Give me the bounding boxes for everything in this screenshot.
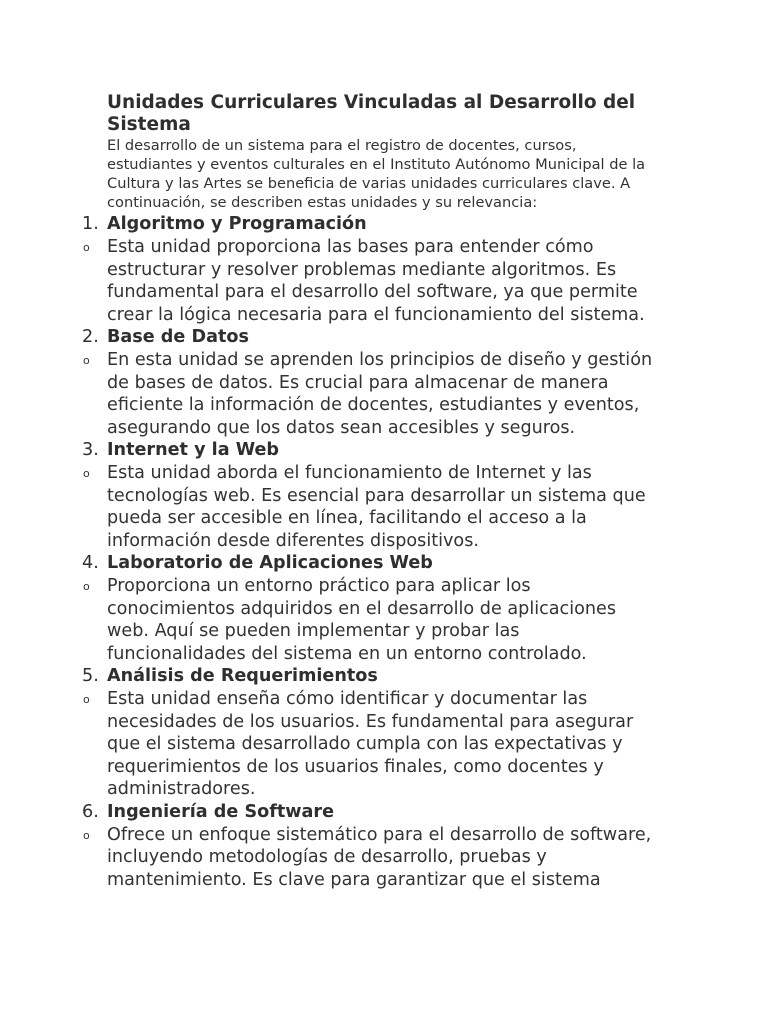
list-item: [82, 665, 659, 801]
intro-paragraph: El desarrollo de un sistema para el registro de docentes, cursos, estudiantes y eventos culturales en el Instituto Autónomo Municipal de la Cultura y las Artes se beneficia de varias unidades curriculares clave. A continuación, se describen estas unidades y su relevancia:: [107, 137, 646, 211]
item-description: [83, 824, 659, 892]
bullet-icon: o: [83, 241, 90, 254]
bullet-icon: o: [83, 580, 90, 593]
item-description: [83, 349, 659, 439]
item-heading: [82, 665, 659, 688]
list-item: [82, 801, 659, 892]
bullet-icon: o: [83, 693, 90, 706]
item-number: 3.: [82, 440, 99, 460]
item-heading: [82, 801, 659, 824]
item-heading-text: Base de Datos: [107, 327, 249, 347]
item-number: 1.: [82, 214, 99, 234]
item-description-text: Proporciona un entorno práctico para aplicar los conocimientos adquiridos en el desarrollo de aplicaciones web. Aquí se pueden implementar y probar las funcionalidades del sistema en un entorno controlado.: [107, 576, 617, 664]
item-description: [83, 236, 659, 326]
item-description-text: Esta unidad proporciona las bases para entender cómo estructurar y resolver problemas mediante algoritmos. Es fundamental para el desarrollo del software, ya que permite crear la lógica necesaria para el funcionamiento del sistema.: [107, 237, 645, 325]
item-number: 6.: [82, 801, 99, 822]
item-description: [83, 688, 659, 801]
item-heading-text: Algoritmo y Programación: [107, 214, 367, 234]
list-item: [82, 326, 659, 439]
document-content: [82, 92, 659, 891]
list-item: [82, 213, 659, 326]
item-heading: [82, 552, 659, 575]
item-description: [83, 462, 659, 552]
item-heading-text: Laboratorio de Aplicaciones Web: [107, 553, 433, 573]
document-title: Unidades Curriculares Vinculadas al Desarrollo del Sistema: [107, 92, 636, 135]
list-item: [82, 552, 659, 665]
item-number: 4.: [82, 553, 99, 573]
item-description-text: Esta unidad aborda el funcionamiento de Internet y las tecnologías web. Es esencial para desarrollar un sistema que pueda ser accesible en línea, facilitando el acceso a la información desde diferentes dispositivos.: [107, 463, 646, 551]
item-number: 5.: [82, 666, 99, 686]
item-heading: [82, 439, 659, 462]
item-description: [83, 575, 659, 665]
item-heading-text: Internet y la Web: [107, 440, 280, 460]
item-heading-text: Análisis de Requerimientos: [107, 666, 378, 686]
bullet-icon: o: [83, 354, 90, 367]
item-description-text: En esta unidad se aprenden los principios de diseño y gestión de bases de datos. Es crucial para almacenar de manera eficiente la información de docentes, estudiantes y eventos, asegurando que los datos sean accesibles y seguros.: [107, 350, 653, 438]
item-description-text: Ofrece un enfoque sistemático para el desarrollo de software, incluyendo metodologías de desarrollo, pruebas y mantenimiento. Es clave para garantizar que el sistema: [107, 824, 652, 890]
item-heading-text: Ingeniería de Software: [107, 801, 335, 822]
bullet-icon: o: [83, 467, 90, 480]
item-description-text: Esta unidad enseña cómo identificar y documentar las necesidades de los usuarios. Es fundamental para asegurar que el sistema desarrollado cumpla con las expectativas y requerimientos de los usuarios finales, como docentes y administradores.: [107, 689, 634, 799]
item-heading: [82, 326, 659, 349]
bullet-icon: o: [83, 828, 90, 842]
item-heading: [82, 213, 659, 236]
list-item: [82, 439, 659, 552]
item-number: 2.: [82, 327, 99, 347]
